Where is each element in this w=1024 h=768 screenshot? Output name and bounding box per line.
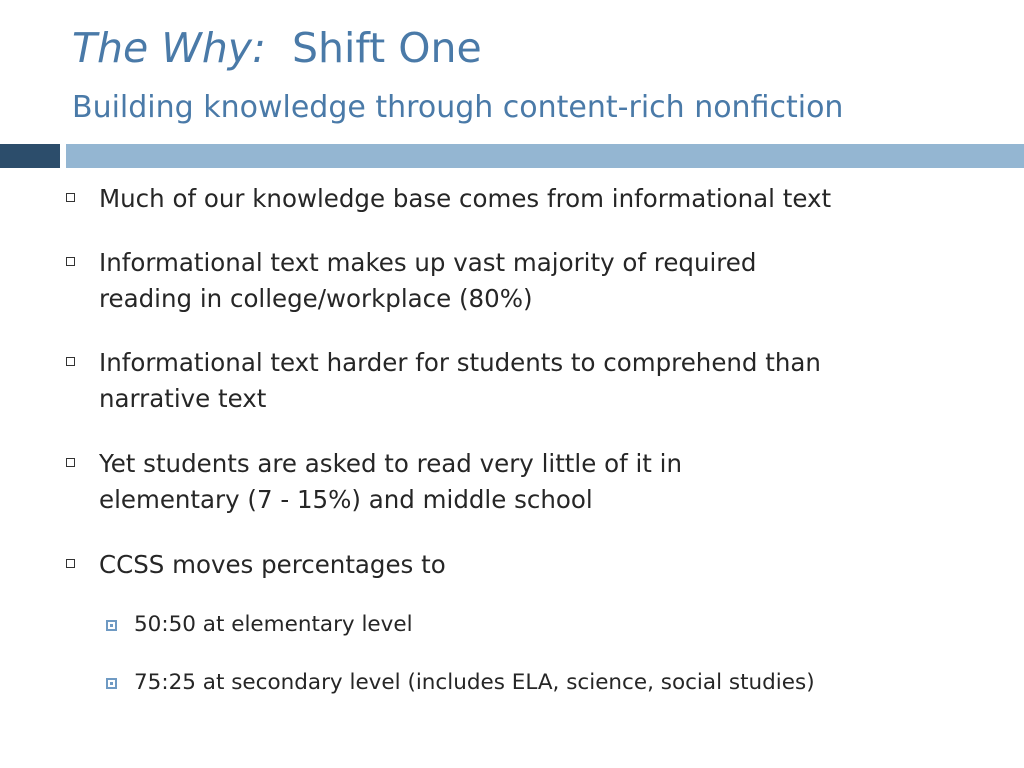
- sub-bullet-text: 50:50 at elementary level: [134, 612, 413, 637]
- bullet-line: CCSS moves percentages to: [99, 550, 446, 579]
- square-bullet-icon: [66, 458, 75, 467]
- bullet-text: [99, 245, 919, 317]
- slide-subtitle: Building knowledge through content-rich nonfiction: [72, 90, 844, 125]
- square-bullet-icon: [66, 257, 75, 266]
- square-sub-bullet-icon: [106, 678, 117, 689]
- square-sub-bullet-icon: [106, 620, 117, 631]
- slide-title-italic: The Why:: [72, 24, 266, 72]
- bullet-line: Informational text harder for students to comprehend than: [99, 348, 821, 377]
- square-bullet-icon: [66, 559, 75, 568]
- bullet-line: Informational text makes up vast majority of required: [99, 248, 757, 277]
- bullet-line: reading in college/workplace (80%): [99, 284, 533, 313]
- bullet-text: [99, 446, 919, 518]
- bullet-text: [99, 547, 919, 583]
- sub-bullet-text: 75:25 at secondary level (includes ELA, science, social studies): [134, 670, 815, 695]
- bullet-line: Yet students are asked to read very little of it in: [99, 449, 683, 478]
- square-bullet-icon: [66, 357, 75, 366]
- bullet-line: Much of our knowledge base comes from informational text: [99, 184, 832, 213]
- square-bullet-icon: [66, 193, 75, 202]
- bullet-line: elementary (7 - 15%) and middle school: [99, 485, 593, 514]
- slide-title-rest: Shift One: [291, 24, 482, 72]
- bullet-text: [99, 345, 919, 417]
- bullet-text: [99, 181, 919, 217]
- bullet-line: narrative text: [99, 384, 267, 413]
